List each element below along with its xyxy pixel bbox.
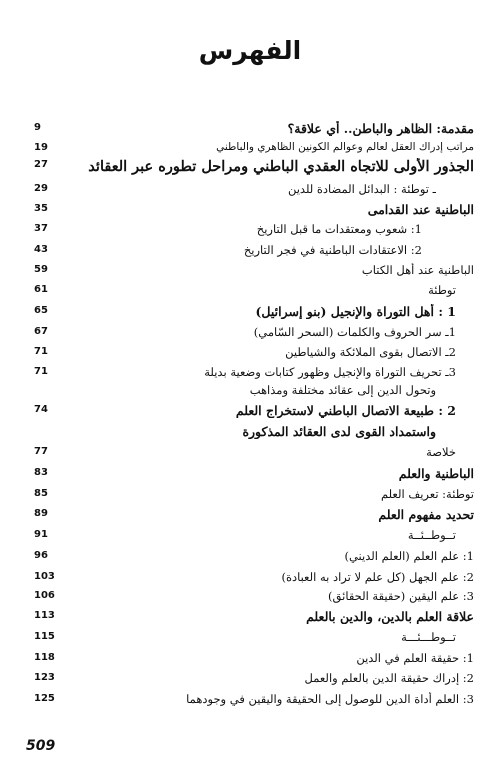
toc-entry-title: 1 : أهل التوراة والإنجيل (بنو إسرائيل) (255, 304, 456, 319)
toc-page-number: 74 (34, 404, 48, 415)
toc-entry (34, 158, 474, 178)
toc-page-number: 115 (34, 631, 55, 642)
toc-page-number: 71 (34, 366, 48, 377)
toc-entry-title: 3: علم اليقين (حقيقة الحقائق) (328, 589, 474, 603)
toc-entry-title: 2 : طبيعة الاتصال الباطني لاستخراج العلم (235, 403, 456, 418)
toc-entry-title: 3ـ تحريف التوراة والإنجيل وظهور كتابات وضعية بديلة (204, 365, 456, 379)
toc-page-number: 83 (34, 467, 48, 478)
toc-page-number: 61 (34, 284, 48, 295)
page-number: 509 (26, 738, 56, 754)
toc-entry (34, 403, 474, 423)
toc-entry (34, 528, 474, 548)
toc-page-number: 37 (34, 223, 48, 234)
toc-entry (34, 671, 474, 691)
toc-entry-title: واستمداد القوى لدى العقائد المذكورة (242, 424, 436, 439)
toc-entry-title: 2ـ الاتصال بقوى الملائكة والشياطين (285, 345, 456, 359)
toc-entry-title: الباطنية عند القدامى (367, 202, 474, 217)
toc-page-number: 106 (34, 590, 55, 601)
toc-entry-title: توطئة (428, 283, 456, 297)
toc-entry (34, 630, 474, 650)
toc-entry-title: 1: علم العلم (العلم الديني) (344, 549, 474, 563)
toc-entry-title: 2: علم الجهل (كل علم لا تراد به العبادة) (281, 570, 474, 584)
toc-page-number: 9 (34, 122, 41, 133)
toc-entry-title: الجذور الأولى للاتجاه العقدي الباطني ومراحل تطوره عبر العقائد (88, 158, 474, 175)
toc-entry (34, 570, 474, 590)
toc-entry (34, 325, 474, 345)
toc-entry-title: توطئة: تعريف العلم (380, 487, 474, 501)
toc-entry (34, 589, 474, 609)
page-title: الفهرس (198, 36, 302, 65)
toc-page-number: 113 (34, 610, 55, 621)
toc-entry-title: 1: شعوب ومعتقدات ما قبل التاريخ (256, 222, 422, 236)
toc-entry (34, 304, 474, 324)
toc-entry (34, 549, 474, 569)
toc-entry (34, 383, 474, 403)
toc-page-number: 91 (34, 529, 48, 540)
toc-entry-title: علاقة العلم بالدين، والدين بالعلم (306, 609, 474, 624)
toc-entry-title: وتحول الدين إلى عقائد مختلفة ومذاهب (249, 383, 436, 397)
toc-page-number: 43 (34, 244, 48, 255)
toc-page-number: 96 (34, 550, 48, 561)
toc-page-number: 29 (34, 183, 48, 194)
toc-entry (34, 487, 474, 507)
toc-entry-title: مقدمة: الظاهر والباطن.. أي علاقة؟ (287, 121, 474, 136)
toc-entry (34, 222, 474, 242)
toc-entry (34, 283, 474, 303)
toc-page-number: 103 (34, 571, 55, 582)
toc-entry (34, 507, 474, 527)
toc-page-number: 71 (34, 346, 48, 357)
toc-entry-title: تــوطــئــة (407, 528, 456, 542)
toc-entry (34, 365, 474, 385)
toc-entry (34, 651, 474, 671)
toc-entry (34, 609, 474, 629)
toc-page-number: 35 (34, 203, 48, 214)
toc-page-number: 85 (34, 488, 48, 499)
toc-entry-title: الباطنية والعلم (398, 466, 474, 481)
toc-page-number: 118 (34, 652, 55, 663)
toc-entry-title: 3: العلم أداة الدين للوصول إلى الحقيقة واليقين في وجودهما (186, 692, 474, 706)
toc-page-number: 59 (34, 264, 48, 275)
toc-entry (34, 202, 474, 222)
toc-page-number: 125 (34, 693, 55, 704)
toc-entry (34, 121, 474, 141)
toc-entry (34, 182, 474, 202)
toc-page-number: 65 (34, 305, 48, 316)
toc-page-number: 67 (34, 326, 48, 337)
toc-entry-title: 2: إدراك حقيقة الدين بالعلم والعمل (304, 671, 474, 685)
toc-entry-title: مراتب إدراك العقل لعالم وعوالم الكونين الظاهري والباطني (216, 141, 474, 153)
toc-page-number: 27 (34, 159, 48, 170)
toc-page-number: 89 (34, 508, 48, 519)
toc-entry (34, 445, 474, 465)
toc-entry-title: تــوطـــئـــة (401, 630, 456, 644)
toc-entry (34, 424, 474, 444)
toc-entry (34, 692, 474, 712)
toc-entry (34, 466, 474, 486)
toc-entry-title: 1ـ سر الحروف والكلمات (السحر السّامي) (253, 325, 456, 339)
toc-entry (34, 345, 474, 365)
toc-page-number: 123 (34, 672, 55, 683)
toc-page-number: 77 (34, 446, 48, 457)
toc-entry (34, 263, 474, 283)
toc-entry-title: ـ توطئة : البدائل المضادة للدين (287, 182, 436, 196)
toc-entry (34, 243, 474, 263)
toc-entry-title: تحديد مفهوم العلم (378, 507, 474, 522)
toc-entry-title: 2: الاعتقادات الباطنية في فجر التاريخ (243, 243, 422, 257)
toc-page-number: 19 (34, 142, 48, 153)
toc-entry-title: 1: حقيقة العلم في الدين (356, 651, 474, 665)
toc-entry-title: خلاصة (426, 445, 456, 459)
toc-entry-title: الباطنية عند أهل الكتاب (361, 263, 474, 277)
